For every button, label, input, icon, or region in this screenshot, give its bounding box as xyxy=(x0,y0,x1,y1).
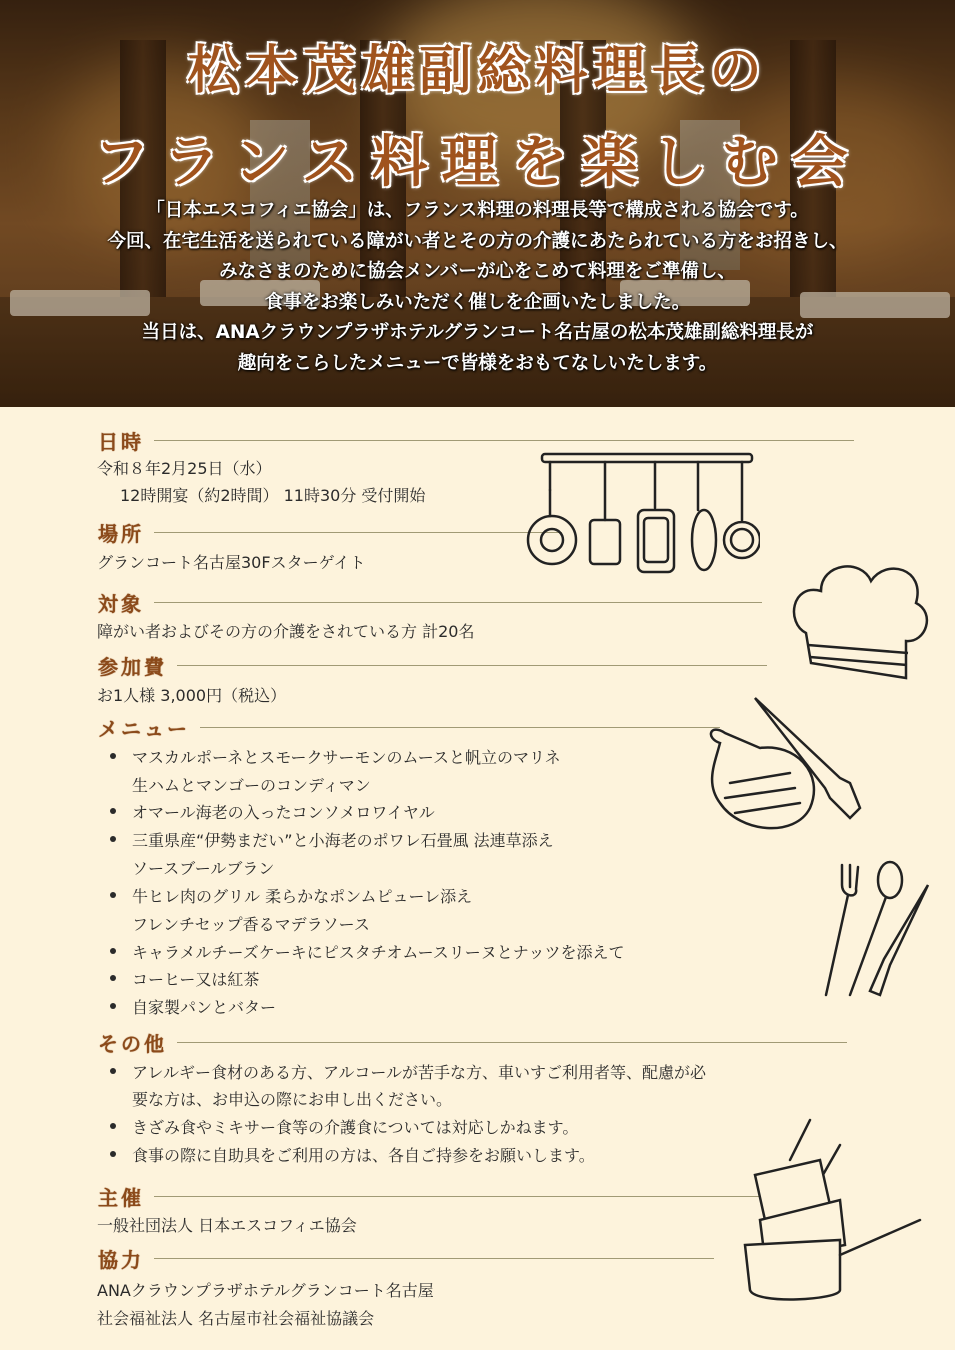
place-text: グランコート名古屋30Fスターゲイト xyxy=(97,553,366,572)
menu-item-line: 生ハムとマンゴーのコンディマン xyxy=(132,776,371,795)
section-place-heading xyxy=(98,518,562,547)
menu-item-line: 牛ヒレ肉のグリル 柔らかなポンムピューレ添え xyxy=(132,887,473,906)
divider xyxy=(154,1196,764,1197)
section-label: 主催 xyxy=(98,1186,144,1210)
menu-item-line: キャラメルチーズケーキにピスタチオムースリーヌとナッツを添えて xyxy=(132,943,625,962)
datetime-date: 令和８年2月25日（水） xyxy=(97,459,272,478)
intro-line: 趣向をこらしたメニューで皆様をおもてなしいたします。 xyxy=(237,352,718,374)
intro-line: 食事をお楽しみいただく催しを企画いたしました。 xyxy=(264,291,691,313)
bullet xyxy=(110,948,116,954)
host-text: 一般社団法人 日本エスコフィエ協会 xyxy=(97,1216,357,1235)
section-label: 場所 xyxy=(98,522,144,546)
intro-text xyxy=(0,196,955,379)
bullet xyxy=(110,808,116,814)
divider xyxy=(154,532,562,533)
divider xyxy=(154,602,762,603)
menu-item-line: 自家製パンとバター xyxy=(132,998,277,1017)
section-label: 参加費 xyxy=(98,655,167,679)
divider xyxy=(154,1258,714,1259)
menu-item-line: コーヒー又は紅茶 xyxy=(132,970,260,989)
section-fee-heading xyxy=(98,651,767,680)
target-text: 障がい者およびその方の介護をされている方 計20名 xyxy=(97,622,475,641)
other-item-line: アレルギー食材のある方、アルコールが苦手な方、車いすご利用者等、配慮が必 xyxy=(132,1063,707,1082)
menu-item-line: オマール海老の入ったコンソメロワイヤル xyxy=(132,803,435,822)
other-item-line: 要な方は、お申込の際にお申し出ください。 xyxy=(132,1090,453,1109)
other-item-line: きざみ食やミキサー食等の介護食については対応しかねます。 xyxy=(132,1118,579,1137)
bullet xyxy=(110,892,116,898)
title-line-2: フランス料理を楽しむ会 xyxy=(93,129,862,195)
intro-line: みなさまのために協会メンバーが心をこめて料理をご準備し、 xyxy=(219,261,736,282)
section-label: 対象 xyxy=(98,592,144,616)
section-other-heading xyxy=(98,1028,847,1057)
menu-item-line: マスカルポーネとスモークサーモンのムースと帆立のマリネ xyxy=(132,748,561,767)
section-label: メニュー xyxy=(98,717,190,741)
section-label: 日時 xyxy=(98,430,144,454)
fee-text: お1人様 3,000円（税込） xyxy=(97,686,287,705)
cooking-pots-icon xyxy=(740,1110,940,1310)
menu-item-line: フレンチセップ香るマデラソース xyxy=(132,915,370,934)
chef-hat-icon xyxy=(786,553,936,693)
title-line-1: 松本茂雄副総料理長の xyxy=(187,40,768,101)
section-menu-heading xyxy=(98,713,720,742)
coop-text: 社会福祉法人 名古屋市社会福祉協議会 xyxy=(97,1309,375,1328)
datetime-time: 12時開宴（約2時間） 11時30分 受付開始 xyxy=(120,486,426,505)
hanging-pans-icon xyxy=(520,448,760,588)
divider xyxy=(177,665,767,666)
section-label: 協力 xyxy=(98,1248,144,1272)
intro-line: 「日本エスコフィエ協会」は、フランス料理の料理長等で構成される協会です。 xyxy=(146,200,809,221)
divider xyxy=(154,440,854,441)
intro-line: 今回、在宅生活を送られている障がい者とその方の介護にあたられている方をお招きし、 xyxy=(107,230,848,252)
section-coop-heading xyxy=(98,1244,714,1273)
section-host-heading xyxy=(98,1182,764,1211)
menu-item-line: 三重県産“伊勢まだい”と小海老のポワレ石畳風 法連草添え xyxy=(132,831,554,850)
intro-line: 当日は、ANAクラウンプラザホテルグランコート名古屋の松本茂雄副総料理長が xyxy=(141,322,814,343)
section-label: その他 xyxy=(98,1032,167,1056)
bullet xyxy=(110,1068,116,1074)
divider xyxy=(177,1042,847,1043)
menu-item-line: ソースブールブラン xyxy=(132,859,275,878)
bullet xyxy=(110,753,116,759)
bullet xyxy=(110,1003,116,1009)
bullet xyxy=(110,1151,116,1157)
divider xyxy=(200,727,720,728)
bullet xyxy=(110,836,116,842)
bullet xyxy=(110,1123,116,1129)
bullet xyxy=(110,975,116,981)
coop-text: ANAクラウンプラザホテルグランコート名古屋 xyxy=(97,1281,434,1300)
other-item-line: 食事の際に自助具をご利用の方は、各自ご持参をお願いします。 xyxy=(132,1146,595,1165)
cutlery-icon xyxy=(820,855,940,1005)
section-target-heading xyxy=(98,588,762,617)
cutting-board-knife-icon xyxy=(700,693,880,843)
